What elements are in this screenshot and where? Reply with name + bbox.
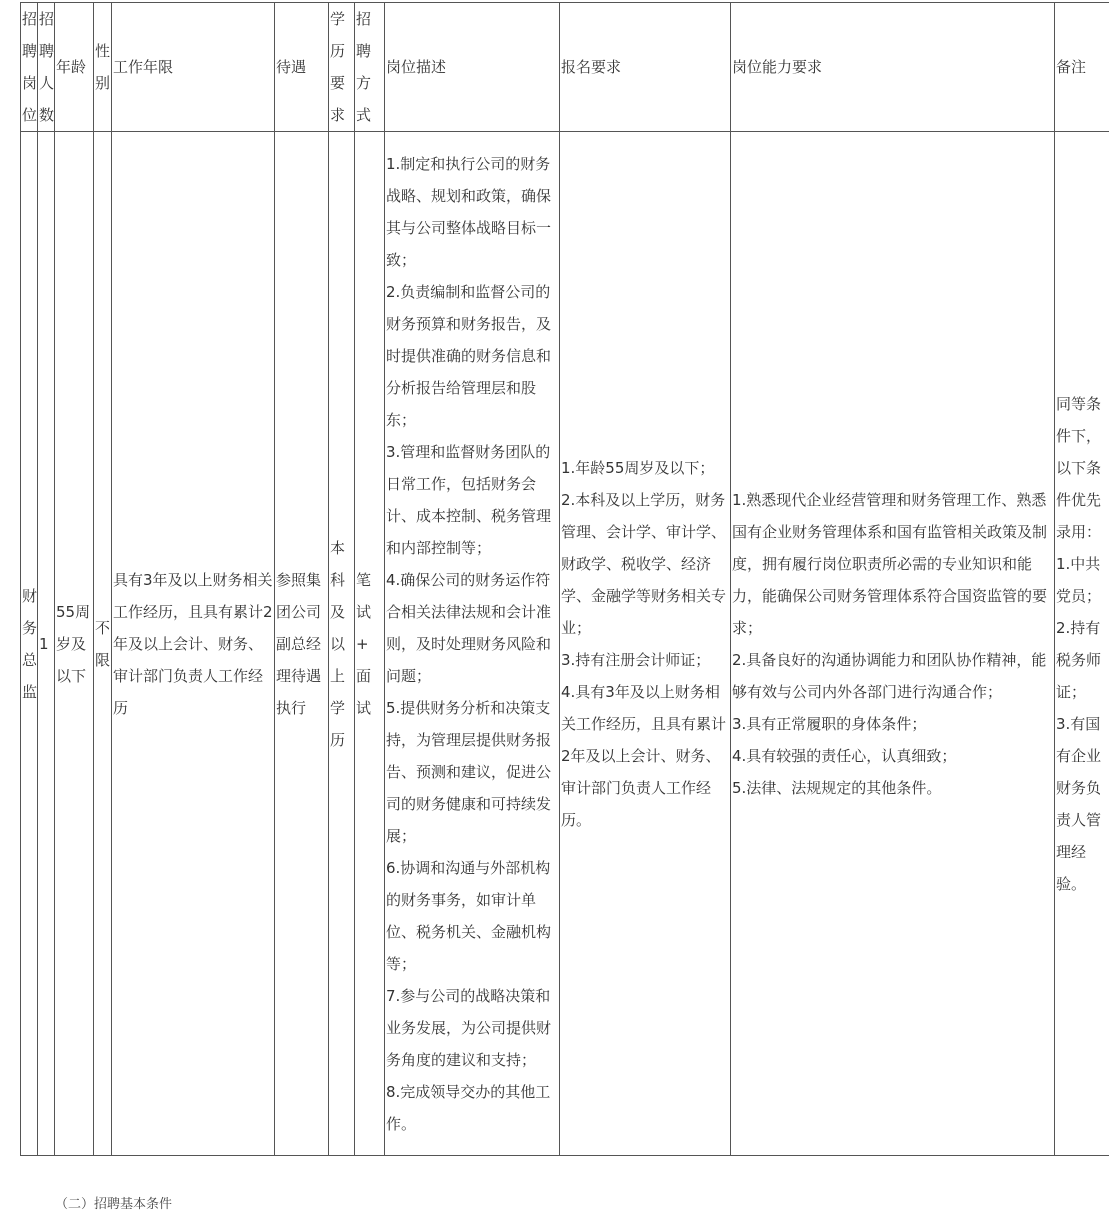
- cell-requirements: 1.年龄55周岁及以下； 2.本科及以上学历，财务管理、会计学、审计学、财政学、税收学、经济学、金融学等财务相关专业； 3.持有注册会计师证； 4.具有3年及以上财务相关工作经历，且具有累计2年及以上会计、财务、审计部门负责人工作经历。: [560, 132, 731, 1156]
- header-position: 招聘岗位: [21, 3, 38, 132]
- recruitment-table: [20, 2, 1109, 1156]
- cell-count: 1: [38, 132, 55, 1156]
- cell-remarks: 同等条件下，以下条件优先录用： 1.中共党员； 2.持有税务师证； 3.有国有企业财务负责人管理经验。: [1055, 132, 1109, 1156]
- header-gender: 性别: [94, 3, 112, 132]
- cell-method: 笔试+面试: [355, 132, 385, 1156]
- cell-ability: 1.熟悉现代企业经营管理和财务管理工作、熟悉国有企业财务管理体系和国有监管相关政策及制度，拥有履行岗位职责所必需的专业知识和能力，能确保公司财务管理体系符合国资监管的要求； 2.具备良好的沟通协调能力和团队协作精神，能够有效与公司内外各部门进行沟通合作； 3.具有正常履职的身体条件； 4.具有较强的责任心，认真细致； 5.法律、法规规定的其他条件。: [731, 132, 1055, 1156]
- table-header-row: [21, 3, 1109, 132]
- table-row: [21, 132, 1109, 1156]
- header-treatment: 待遇: [275, 3, 329, 132]
- header-remarks: 备注: [1055, 3, 1109, 132]
- cell-experience: 具有3年及以上财务相关工作经历，且具有累计2年及以上会计、财务、审计部门负责人工作经历: [112, 132, 275, 1156]
- cell-description: 1.制定和执行公司的财务战略、规划和政策，确保其与公司整体战略目标一致； 2.负责编制和监督公司的财务预算和财务报告，及时提供准确的财务信息和分析报告给管理层和股东； 3.管理和监督财务团队的日常工作，包括财务会计、成本控制、税务管理和内部控制等； 4.确保公司的财务运作符合相关法律法规和会计准则，及时处理财务风险和问题； 5.提供财务分析和决策支持，为管理层提供财务报告、预测和建议，促进公司的财务健康和可持续发展； 6.协调和沟通与外部机构的财务事务，如审计单位、税务机关、金融机构等； 7.参与公司的战略决策和业务发展，为公司提供财务角度的建议和支持； 8.完成领导交办的其他工作。: [385, 132, 560, 1156]
- header-experience: 工作年限: [112, 3, 275, 132]
- header-description: 岗位描述: [385, 3, 560, 132]
- header-count: 招聘人数: [38, 3, 55, 132]
- cell-education: 本科及以上学历: [329, 132, 355, 1156]
- cell-treatment: 参照集团公司副总经理待遇执行: [275, 132, 329, 1156]
- header-ability: 岗位能力要求: [731, 3, 1055, 132]
- cell-age: 55周岁及以下: [55, 132, 94, 1156]
- header-method: 招聘方式: [355, 3, 385, 132]
- section-heading: （二）招聘基本条件: [55, 1197, 173, 1212]
- header-requirements: 报名要求: [560, 3, 731, 132]
- cell-gender: 不限: [94, 132, 112, 1156]
- cell-position: 财务总监: [21, 132, 38, 1156]
- header-education: 学历要求: [329, 3, 355, 132]
- header-age: 年龄: [55, 3, 94, 132]
